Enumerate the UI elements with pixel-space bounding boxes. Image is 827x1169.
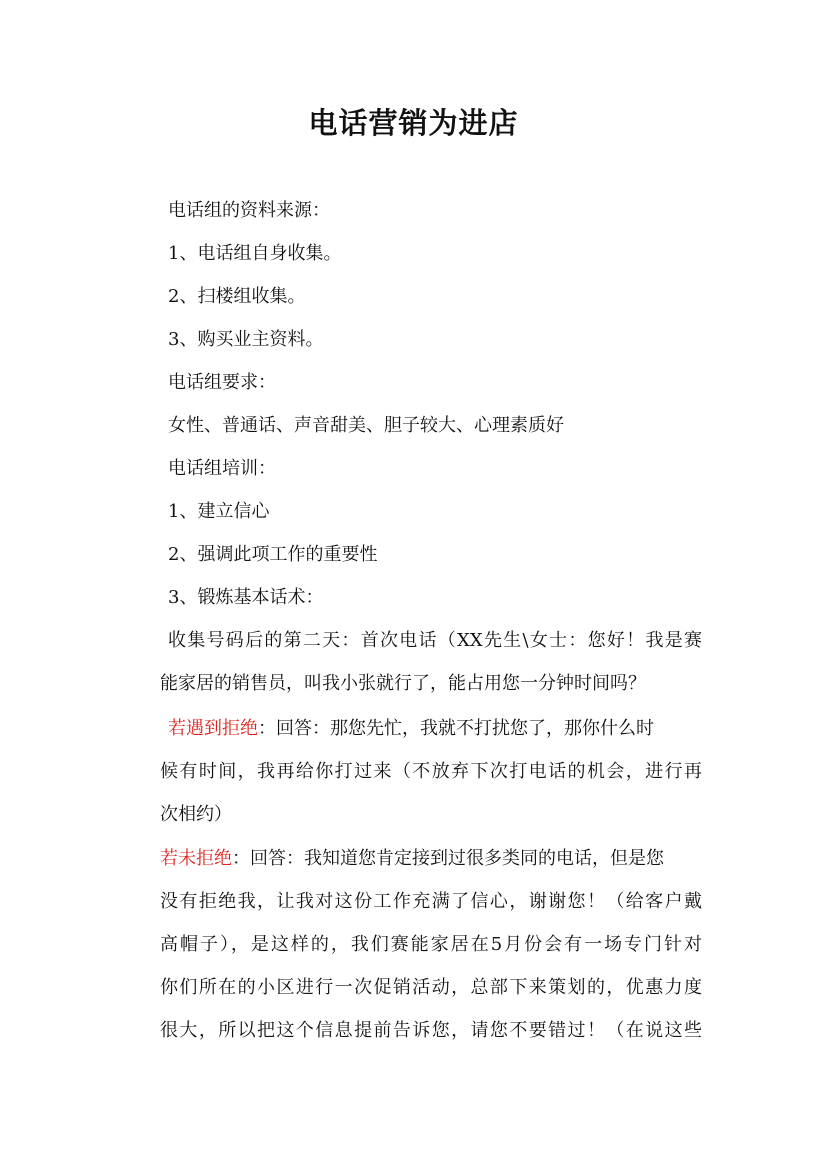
list-item: 3、锻炼基本话术： xyxy=(168,587,324,608)
script-paragraph-line: 高帽子），是这样的，我们赛能家居在5月份会有一场专门针对 xyxy=(160,934,702,955)
list-item: 2、扫楼组收集。 xyxy=(168,286,306,307)
requirements-text: 女性、普通话、声音甜美、胆子较大、心理素质好 xyxy=(168,415,564,436)
script-paragraph-line: 没有拒绝我，让我对这份工作充满了信心，谢谢您！（给客户戴 xyxy=(160,891,702,912)
script-paragraph-line: 次相约） xyxy=(160,804,232,825)
list-item: 3、购买业主资料。 xyxy=(168,329,324,350)
list-item: 2、强调此项工作的重要性 xyxy=(168,544,378,565)
refusal-label: 若遇到拒绝 xyxy=(168,718,258,739)
section-heading-requirements: 电话组要求： xyxy=(168,372,276,393)
script-paragraph-line xyxy=(160,845,702,873)
no-refusal-answer: ：回答：我知道您肯定接到过很多类同的电话，但是您 xyxy=(232,848,664,869)
script-paragraph-line: 候有时间，我再给你打过来（不放弃下次打电话的机会，进行再 xyxy=(160,761,702,782)
script-paragraph-line: 收集号码后的第二天：首次电话（XX先生\女士：您好！我是赛 xyxy=(168,630,702,651)
script-paragraph-line: 能家居的销售员，叫我小张就行了，能占用您一分钟时间吗？ xyxy=(160,673,646,694)
section-heading-data-sources: 电话组的资料来源： xyxy=(168,200,330,221)
refusal-answer: ：回答：那您先忙，我就不打扰您了，那你什么时 xyxy=(258,718,654,739)
list-item: 1、建立信心 xyxy=(168,501,270,522)
script-paragraph-line: 很大，所以把这个信息提前告诉您，请您不要错过！（在说这些 xyxy=(160,1020,702,1041)
document-title: 电话营销为进店 xyxy=(308,106,519,140)
script-paragraph-line: 你们所在的小区进行一次促销活动，总部下来策划的，优惠力度 xyxy=(160,977,702,998)
list-item: 1、电话组自身收集。 xyxy=(168,243,342,264)
script-paragraph-line xyxy=(168,715,702,743)
no-refusal-label: 若未拒绝 xyxy=(160,848,232,869)
section-heading-training: 电话组培训： xyxy=(168,458,276,479)
